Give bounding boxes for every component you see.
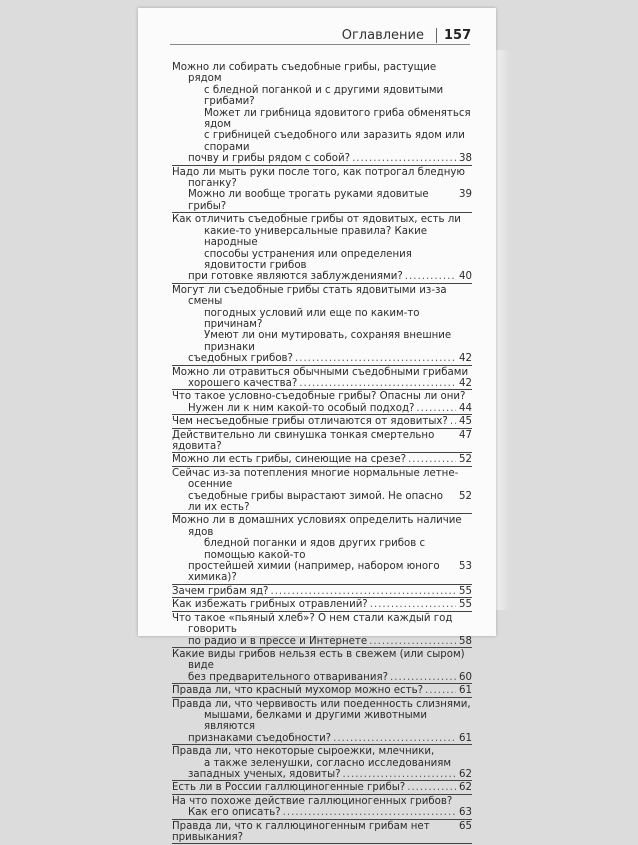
toc-entry[interactable] xyxy=(172,391,472,415)
toc-entry-line: с бледной поганкой и с другими ядовитыми грибами? xyxy=(204,84,444,108)
toc-entry-line: Можно ли отравиться обычными съедобными грибами xyxy=(172,366,469,378)
dot-leader xyxy=(450,416,456,427)
entry-underline xyxy=(172,697,472,698)
dot-leader xyxy=(295,353,456,364)
toc-entry-title xyxy=(172,746,472,769)
toc-entry-line: Есть ли в России галлюциногенные грибы? xyxy=(172,782,406,794)
toc-entry-title xyxy=(172,62,472,153)
toc-entry-line: бледной поганки и ядов других грибов с помощью какой-то xyxy=(204,538,426,561)
toc-entry-line: Что такое «пьяный хлеб»? О нем стали каждый год говорить xyxy=(172,612,453,636)
toc-entry-title xyxy=(172,285,472,353)
toc-page-number: 55 xyxy=(459,585,472,597)
toc-entry-line: Можно ли есть грибы, синеющие на срезе? xyxy=(172,454,407,466)
toc-entry-line: Правда ли, что к галлюциногенным грибам нет привыкания? xyxy=(172,820,430,843)
toc-entry-title xyxy=(172,214,472,271)
toc-entry-title xyxy=(172,468,472,491)
entry-underline xyxy=(172,212,472,213)
toc-entry-line: Можно ли в домашних условиях определить наличие ядов xyxy=(172,515,462,538)
toc-entry-title xyxy=(172,391,472,402)
toc-entry-line: почву и грибы рядом с собой? xyxy=(188,153,351,165)
entry-underline xyxy=(172,780,472,781)
toc-page-number: 52 xyxy=(459,454,472,466)
toc-entry[interactable] xyxy=(172,367,472,391)
toc-page-number: 53 xyxy=(459,561,472,573)
toc-entry-title xyxy=(172,796,472,807)
toc-entry[interactable] xyxy=(172,685,472,697)
dot-leader xyxy=(405,271,456,282)
toc-entry-line: хорошего качества? xyxy=(188,377,298,389)
toc-entry-line: по радио и в прессе и Интернете xyxy=(188,635,368,647)
toc-entry-line: какие-то универсальные правила? Какие народные xyxy=(204,225,428,249)
dot-leader xyxy=(333,733,456,744)
toc-entry-title xyxy=(172,167,472,190)
dot-leader xyxy=(370,599,456,610)
dot-leader xyxy=(416,403,456,414)
toc-entry-title xyxy=(172,699,472,733)
toc-entry-line: Зачем грибам яд? xyxy=(172,585,269,597)
header-rule xyxy=(170,44,470,45)
toc-page-number: 45 xyxy=(459,416,472,428)
toc-entry-line: съедобных грибов? xyxy=(188,353,293,365)
toc-entry[interactable] xyxy=(172,599,472,611)
toc-entry[interactable] xyxy=(172,649,472,684)
entry-underline xyxy=(172,584,472,585)
toc-page-number: 38 xyxy=(459,153,472,165)
toc-page-number: 63 xyxy=(459,807,472,819)
toc-entry[interactable] xyxy=(172,746,472,781)
table-of-contents xyxy=(172,62,472,845)
toc-entry[interactable] xyxy=(172,62,472,166)
entry-underline xyxy=(172,452,472,453)
entry-underline xyxy=(172,647,472,648)
toc-page-number: 62 xyxy=(459,782,472,794)
toc-entry-line: Можно ли вообще трогать руками ядовитые грибы? xyxy=(188,189,429,212)
toc-entry-line: с грибницей съедобного или заразить ядом или спорами xyxy=(204,130,465,153)
toc-entry-title xyxy=(172,367,472,378)
dot-leader xyxy=(425,685,456,696)
toc-entry-line: простейшей химии (например, набором юного химика)? xyxy=(188,561,440,584)
dot-leader xyxy=(390,672,456,683)
entry-underline xyxy=(172,389,472,390)
toc-entry[interactable] xyxy=(172,586,472,598)
entry-underline xyxy=(172,414,472,415)
toc-entry-line: западных ученых, ядовиты? xyxy=(188,768,341,780)
toc-entry-line: погодных условий или еще по каким-то причинам? xyxy=(204,307,420,330)
toc-page-number: 61 xyxy=(459,685,472,697)
dot-leader xyxy=(299,378,456,389)
dot-leader xyxy=(270,586,456,597)
toc-entry[interactable] xyxy=(172,430,472,454)
toc-page-number: 44 xyxy=(459,402,472,414)
toc-page-number: 39 xyxy=(459,189,472,201)
toc-entry-line: а также зеленушки, согласно исследованиям xyxy=(204,757,452,769)
dot-leader xyxy=(407,782,456,793)
entry-underline xyxy=(172,466,472,467)
toc-entry-title xyxy=(172,515,472,561)
toc-entry[interactable] xyxy=(172,699,472,746)
entry-underline xyxy=(172,428,472,429)
toc-entry[interactable] xyxy=(172,796,472,820)
toc-entry-line: съедобные грибы вырастают зимой. Не опасно ли их есть? xyxy=(188,490,443,514)
dot-leader xyxy=(369,636,456,647)
toc-entry-line: Действительно ли свинушка тонкая смертельно ядовита? xyxy=(172,429,435,452)
toc-entry[interactable] xyxy=(172,515,472,584)
toc-page-number: 62 xyxy=(459,768,472,780)
toc-entry-line: Что такое условно-съедобные грибы? Опасны ли они? xyxy=(172,391,466,403)
toc-entry-line: Как избежать грибных отравлений? xyxy=(172,599,368,611)
toc-entry-title xyxy=(172,613,472,636)
toc-page-number: 40 xyxy=(459,271,472,283)
entry-underline xyxy=(172,165,472,166)
toc-entry-line: без предварительного отваривания? xyxy=(188,671,388,683)
toc-entry-line: Могут ли съедобные грибы стать ядовитыми из-за смены xyxy=(172,284,447,308)
running-header xyxy=(138,28,496,46)
entry-underline xyxy=(172,513,472,514)
toc-entry[interactable] xyxy=(172,214,472,283)
toc-entry[interactable] xyxy=(172,782,472,794)
toc-page-number: 58 xyxy=(459,635,472,647)
toc-entry[interactable] xyxy=(172,821,472,845)
toc-entry-line: Правда ли, что красный мухомор можно есть? xyxy=(172,685,424,697)
toc-entry[interactable] xyxy=(172,468,472,515)
toc-entry-line: Как его описать? xyxy=(188,807,281,819)
toc-entry[interactable] xyxy=(172,167,472,214)
toc-entry-line: Чем несъедобные грибы отличаются от ядовитых? xyxy=(172,416,448,428)
toc-entry-line: мышами, белками и другими животными являются xyxy=(204,709,427,733)
toc-entry-line: На что похоже действие галлюциногенных грибов? xyxy=(172,795,453,807)
toc-page-number: 47 xyxy=(459,429,472,441)
entry-underline xyxy=(172,283,472,284)
toc-entry-line: Нужен ли к ним какой-то особый подход? xyxy=(188,402,415,414)
entry-underline xyxy=(172,365,472,366)
dot-leader xyxy=(283,807,456,818)
entry-underline xyxy=(172,744,472,745)
toc-entry-title xyxy=(172,649,472,672)
dot-leader xyxy=(408,454,456,465)
toc-entry[interactable] xyxy=(172,416,472,428)
toc-entry-line: Правда ли, что червивость или поеденность слизнями, xyxy=(172,698,471,710)
header-separator xyxy=(436,28,437,43)
entry-underline xyxy=(172,819,472,820)
toc-entry-line: при готовке являются заблуждениями? xyxy=(188,271,403,283)
toc-page-number: 61 xyxy=(459,732,472,744)
toc-entry-line: Надо ли мыть руки после того, как потрогал бледную поганку? xyxy=(172,166,465,190)
toc-entry[interactable] xyxy=(172,454,472,466)
header-page-number: 157 xyxy=(444,28,472,43)
toc-entry[interactable] xyxy=(172,285,472,366)
entry-underline xyxy=(172,683,472,684)
toc-entry-line: Сейчас из-за потепления многие нормальные летне-осенние xyxy=(172,467,459,491)
toc-entry-line: Может ли грибница ядовитого гриба обменяться ядом xyxy=(204,107,471,131)
toc-page-number: 42 xyxy=(459,377,472,389)
entry-underline xyxy=(172,611,472,612)
toc-entry-line: Правда ли, что некоторые сыроежки, млечники, xyxy=(172,746,435,758)
toc-entry-line: способы устранения или определения ядовитости грибов xyxy=(204,248,412,271)
toc-entry[interactable] xyxy=(172,613,472,648)
toc-entry-line: признаками съедобности? xyxy=(188,732,332,744)
toc-page-number: 60 xyxy=(459,671,472,683)
toc-entry-line: Можно ли собирать съедобные грибы, растущие рядом xyxy=(172,62,437,85)
dot-leader xyxy=(352,153,456,164)
page-edge-shadow xyxy=(496,50,510,610)
toc-page-number: 55 xyxy=(459,599,472,611)
book-page xyxy=(138,8,496,843)
toc-entry-line: Какие виды грибов нельзя есть в свежем (или сыром) виде xyxy=(172,648,465,672)
dot-leader xyxy=(343,769,456,780)
entry-underline xyxy=(172,597,472,598)
toc-page-number: 52 xyxy=(459,490,472,502)
header-title: Оглавление xyxy=(341,28,424,43)
toc-entry-line: Умеют ли они мутировать, сохраняя внешние признаки xyxy=(204,330,452,353)
toc-entry-line: Как отличить съедобные грибы от ядовитых, есть ли xyxy=(172,214,461,226)
entry-underline xyxy=(172,794,472,795)
entry-underline xyxy=(172,843,472,844)
toc-page-number: 42 xyxy=(459,353,472,365)
toc-page-number: 65 xyxy=(459,820,472,832)
